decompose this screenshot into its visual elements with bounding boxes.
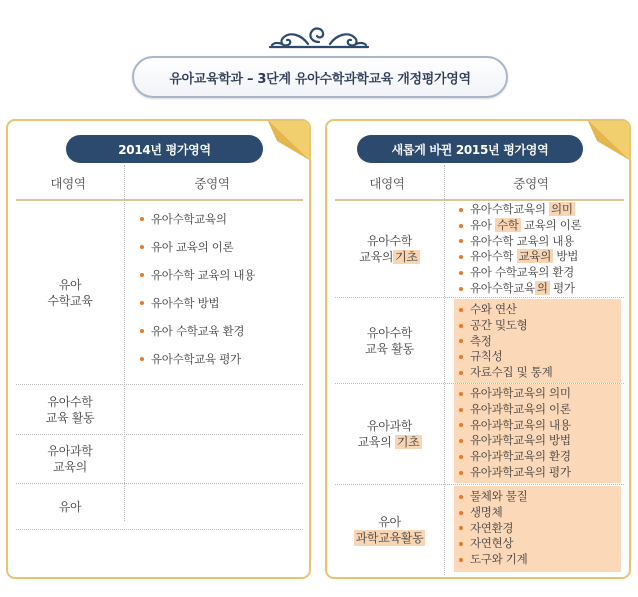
list-item: 공간 및도형 xyxy=(459,318,552,334)
list-item: 유아수학 교육의 방법 xyxy=(459,249,581,265)
major-area-label: 교육의 xyxy=(359,250,394,264)
major-area-cell xyxy=(16,201,124,384)
list-item: 수와 연산 xyxy=(459,302,552,318)
list-item: 유아수학 교육의 내용 xyxy=(459,234,581,250)
major-area-label: 유아과학 xyxy=(47,444,93,458)
list-item: 유아 교육의 이론 xyxy=(140,233,255,261)
major-area-cell xyxy=(335,384,444,484)
major-area-label: 교육 활동 xyxy=(45,410,95,425)
page-title: 유아교육학과 – 3단계 유아수학과학교육 개정평가영역 xyxy=(132,56,508,98)
minor-area-list xyxy=(459,489,527,568)
panel-2014 xyxy=(6,119,311,579)
list-item: 유아수학 방법 xyxy=(140,289,255,317)
major-area-label: 유아과학 xyxy=(366,419,413,433)
row-divider xyxy=(16,529,303,530)
list-item: 유아수학교육의 의미 xyxy=(459,202,581,218)
col-head-minor: 중영역 xyxy=(194,176,230,191)
banner-2014: 2014년 평가영역 xyxy=(66,135,263,163)
list-item: 자료수집 및 통계 xyxy=(459,365,552,381)
list-item: 유아과학교육의 환경 xyxy=(459,449,571,465)
minor-area-list xyxy=(140,205,255,373)
page-corner-fold-icon xyxy=(267,119,311,161)
scroll-ornament-icon xyxy=(268,22,370,50)
major-area-label: 교육의 xyxy=(53,460,87,474)
minor-area-list xyxy=(459,302,552,381)
major-area-cell xyxy=(16,385,124,434)
list-item: 유아 수학교육의 환경 xyxy=(459,265,581,281)
list-item: 유아과학교육의 방법 xyxy=(459,433,571,449)
list-item: 유아과학교육의 의미 xyxy=(459,386,571,402)
major-area-label: 유아수학 xyxy=(366,234,413,248)
changed-text-highlight: 기초 xyxy=(395,250,418,264)
col-head-major: 대영역 xyxy=(50,176,86,191)
list-item: 물체와 물질 xyxy=(459,489,527,505)
list-item: 생명체 xyxy=(459,505,527,521)
col-head-major: 대영역 xyxy=(369,176,405,191)
major-area-label: 교육의 xyxy=(357,435,392,449)
major-area-label: 수학교육 xyxy=(47,293,93,308)
major-area-cell xyxy=(335,485,444,575)
major-area-label: 유아 xyxy=(378,515,401,529)
changed-text-highlight: 과학교육활동 xyxy=(355,531,424,545)
banner-2015: 새롭게 바뀐 2015년 평가영역 xyxy=(357,135,583,163)
list-item: 유아수학교육 의 평가 xyxy=(459,281,581,297)
list-item: 유아과학교육의 평가 xyxy=(459,465,571,481)
major-area-cell xyxy=(335,298,444,383)
changed-text-highlight: 의미 xyxy=(551,202,573,216)
major-area-label: 유아 xyxy=(58,499,82,514)
panel-2015 xyxy=(325,119,631,579)
list-item: 자연현상 xyxy=(459,536,527,552)
major-area-label: 유아수학 xyxy=(366,325,413,340)
changed-text-highlight: 교육의 xyxy=(518,249,552,264)
list-item: 자연환경 xyxy=(459,521,527,537)
list-item: 유아과학교육의 이론 xyxy=(459,402,571,418)
page-corner-fold-icon xyxy=(587,119,631,161)
changed-text-highlight: 기초 xyxy=(396,435,420,449)
major-area-cell xyxy=(16,435,124,483)
list-item: 도구와 기계 xyxy=(459,552,527,568)
minor-area-list xyxy=(459,202,581,297)
list-item: 유아 수학 교육의 이론 xyxy=(459,218,581,234)
list-item: 유아수학 교육의 내용 xyxy=(140,261,255,289)
list-item: 유아과학교육의 내용 xyxy=(459,418,571,434)
column-divider xyxy=(444,165,445,575)
major-area-cell xyxy=(16,484,124,529)
changed-text-highlight: 수학 xyxy=(496,217,519,232)
col-head-minor: 중영역 xyxy=(513,176,549,191)
list-item: 유아수학교육의 xyxy=(140,205,255,233)
list-item: 규칙성 xyxy=(459,349,552,365)
changed-text-highlight: 의 xyxy=(536,280,548,295)
list-item: 유아수학교육 평가 xyxy=(140,345,255,373)
list-item: 측정 xyxy=(459,334,552,350)
column-divider xyxy=(124,165,125,521)
list-item: 유아 수학교육 환경 xyxy=(140,317,255,345)
minor-area-list xyxy=(459,386,571,481)
major-area-label: 유아 xyxy=(58,277,82,292)
major-area-label: 유아수학 xyxy=(47,394,93,409)
major-area-label: 교육 활동 xyxy=(365,341,414,356)
major-area-cell xyxy=(335,201,444,297)
